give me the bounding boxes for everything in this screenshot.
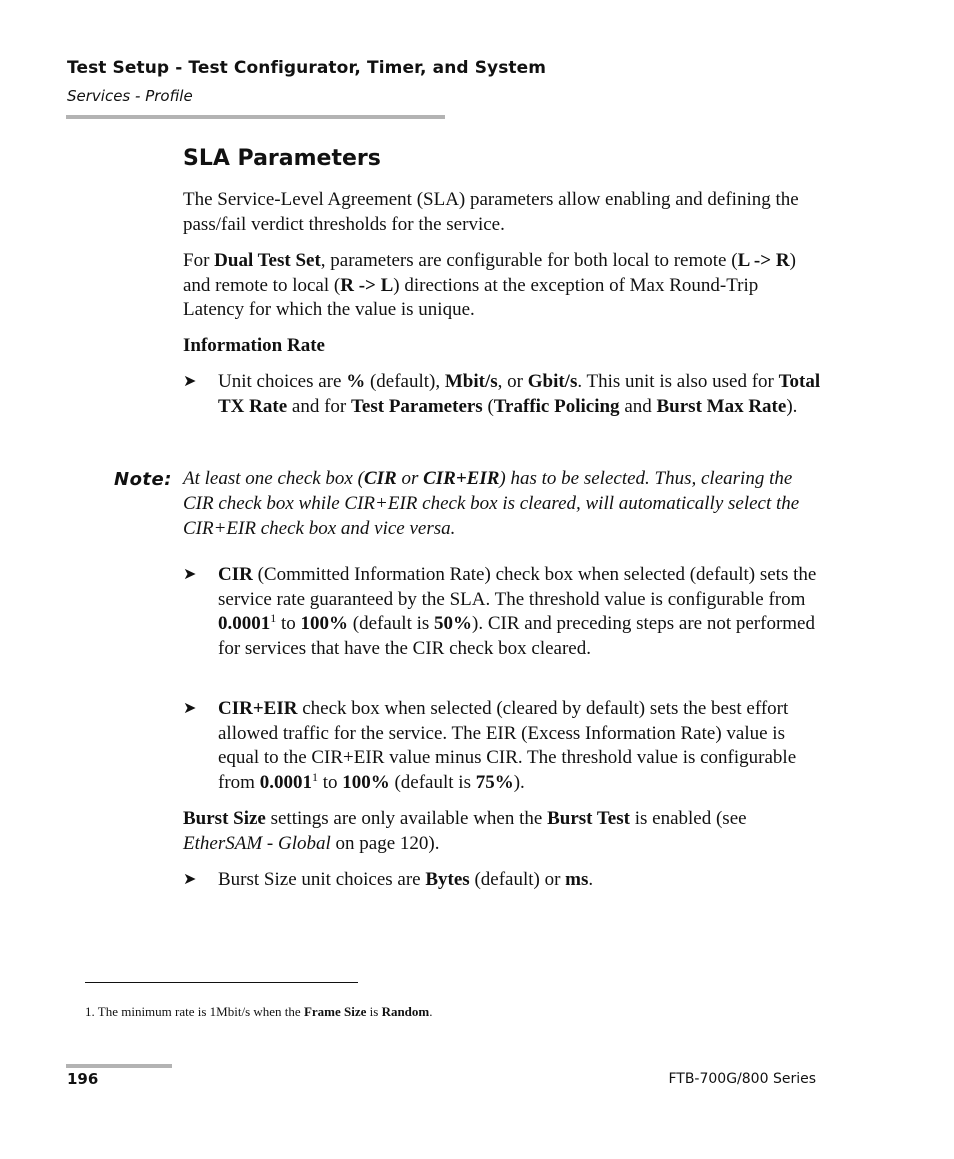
bullet-arrow-icon: ➤ bbox=[183, 566, 197, 583]
footnote: 1. The minimum rate is 1Mbit/s when the Frame Size is Random. bbox=[85, 1004, 433, 1019]
remote-to-local-term: R -> L bbox=[340, 274, 394, 296]
dual-test-set-term: Dual Test Set bbox=[214, 250, 321, 271]
header-divider bbox=[66, 115, 445, 119]
footnote-ref: 1 bbox=[311, 769, 318, 784]
note-label: Note: bbox=[114, 469, 172, 490]
intro-paragraph: The Service-Level Agreement (SLA) parameters allow enabling and defining the pass/fail verdict thresholds for the service. bbox=[183, 189, 799, 235]
page-number: 196 bbox=[67, 1070, 99, 1088]
bullet-arrow-icon: ➤ bbox=[183, 871, 197, 888]
dual-test-set-paragraph: For Dual Test Set, parameters are configurable for both local to remote (L -> R) and remote to local (R -> L) directions at the exception of Max Round-Trip Latency for which the value is unique. bbox=[183, 250, 796, 321]
local-to-remote-term: L -> R bbox=[737, 250, 790, 271]
list-item-cir: ➤ CIR (Committed Information Rate) check box when selected (default) sets the service rate guaranteed by the SLA. The threshold value is configurable from 0.0001$^1$ to 100% (default is 50%). CIR and preceding steps are not performed for services that have the CIR check box cleared. bbox=[183, 564, 817, 659]
list-item-burst-units: ➤ Burst Size unit choices are Bytes (default) or ms. bbox=[183, 868, 823, 893]
list-item-cir-eir: ➤ CIR+EIR check box when selected (cleared by default) sets the best effort allowed traffic for the service. The EIR (Excess Information Rate) value is equal to the CIR+EIR value minus CIR. The threshold value is configurable from 0.0001$^1$ to 100% (default is 75%). bbox=[183, 698, 797, 793]
product-series: FTB-700G/800 Series bbox=[668, 1071, 816, 1087]
bullet-arrow-icon: ➤ bbox=[183, 700, 197, 717]
footnote-divider bbox=[85, 982, 358, 983]
footer-divider bbox=[66, 1064, 172, 1068]
list-item-unit-choices: ➤ Unit choices are % (default), Mbit/s, or Gbit/s. This unit is also used for Total TX Rate and for Test Parameters (Traffic Policing and Burst Max Rate). bbox=[183, 371, 821, 417]
burst-size-paragraph: Burst Size settings are only available when the Burst Test is enabled (see EtherSAM - Global on page 120). bbox=[183, 808, 747, 854]
running-header-subtitle: Services - Profile bbox=[67, 87, 193, 105]
running-header-title: Test Setup - Test Configurator, Timer, and System bbox=[67, 58, 547, 78]
footnote-ref: 1 bbox=[270, 611, 277, 626]
section-heading: SLA Parameters bbox=[183, 146, 381, 171]
note-text: At least one check box (CIR or CIR+EIR) has to be selected. Thus, clearing the CIR check box while CIR+EIR check box is cleared, will automatically select the CIR+EIR check box and vice versa. bbox=[183, 468, 800, 539]
information-rate-subheading: Information Rate bbox=[183, 335, 325, 356]
bullet-arrow-icon: ➤ bbox=[183, 373, 197, 390]
cross-reference-link[interactable]: EtherSAM - Global bbox=[183, 832, 331, 854]
